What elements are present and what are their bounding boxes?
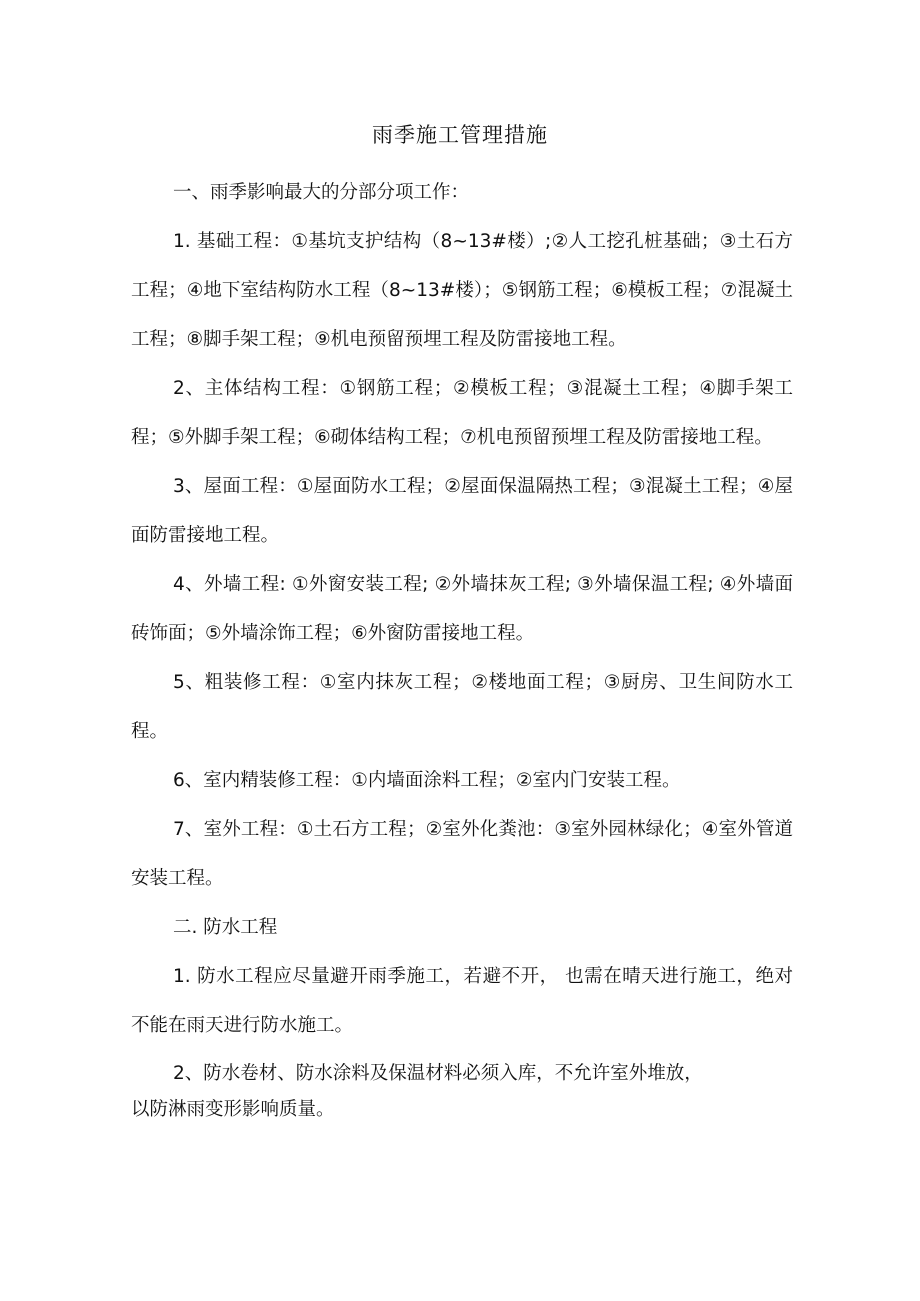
paragraph-waterproof-rule-1: 1. 防水工程应尽量避开雨季施工，若避不开， 也需在晴天进行施工，绝对不能在雨天进行防水施工。 [131,966,793,1036]
paragraph-roof-works: 3、屋面工程：①屋面防水工程；②屋面保温隔热工程；③混凝土工程；④屋面防雷接地工程。 [131,476,793,546]
paragraph-rough-decoration-works: 5、粗装修工程：①室内抹灰工程；②楼地面工程；③厨房、卫生间防水工程。 [131,672,793,742]
paragraph-line: 2、防水卷材、防水涂料及保温材料必须入库，不允许室外堆放， [173,1063,703,1084]
paragraph-exterior-wall-works: 4、外墙工程: ①外窗安装工程; ②外墙抹灰工程; ③外墙保温工程; ④外墙面砖饰面；⑤外墙涂饰工程；⑥外窗防雷接地工程。 [131,574,793,644]
paragraph-main-structure-works: 2、主体结构工程：①钢筋工程；②模板工程；③混凝土工程；④脚手架工程；⑤外脚手架工程；⑥砌体结构工程；⑦机电预留预埋工程及防雷接地工程。 [131,378,793,448]
document-title: 雨季施工管理措施 [372,123,548,147]
paragraph-foundation-works: 1. 基础工程：①基坑支护结构（8~13#楼）;②人工挖孔桩基础；③土石方工程；④地下室结构防水工程（8~13#楼）；⑤钢筋工程；⑥模板工程；⑦混凝土工程；⑧脚手架工程；⑨机电预留预埋工程及防雷接地工程。 [131,231,793,350]
paragraph-outdoor-works: 7、室外工程：①土石方工程；②室外化粪池：③室外园林绿化；④室外管道安装工程。 [131,819,793,889]
section-heading-2: 二. 防水工程 [173,917,278,938]
document-body [131,168,793,1128]
paragraph-fine-decoration-works: 6、室内精装修工程：①内墙面涂料工程；②室内门安装工程。 [173,770,681,791]
section-heading-1: 一、雨季影响最大的分部分项工作： [173,182,470,203]
paragraph-waterproof-rule-2 [131,1056,793,1128]
paragraph-line: 以防淋雨变形影响质量。 [131,1099,335,1120]
